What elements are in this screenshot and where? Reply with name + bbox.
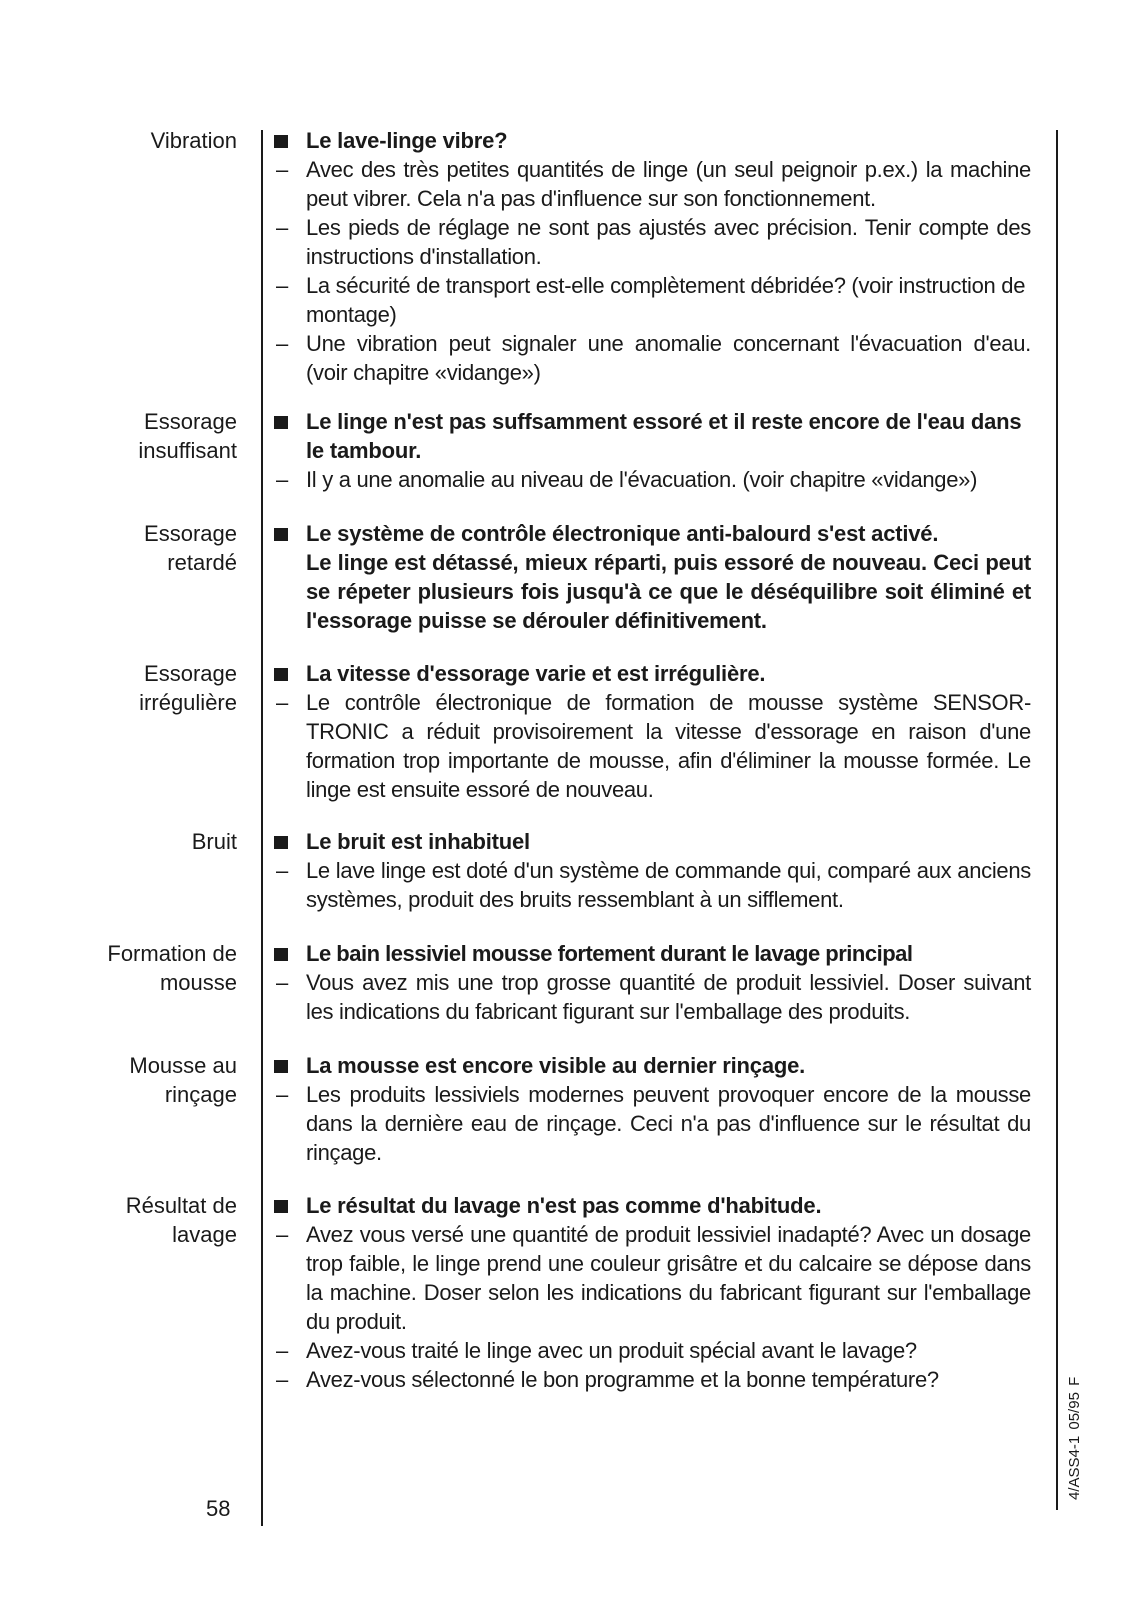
section-heading: Le linge n'est pas suffsamment essoré et il reste encore de l'eau dans le tambour.	[271, 407, 1031, 465]
square-bullet-icon	[274, 1060, 288, 1073]
section-content	[271, 939, 1031, 1026]
section-heading: Le bain lessiviel mousse fortement durant le lavage principal	[271, 939, 1031, 968]
list-item: – Le lave linge est doté d'un système de commande qui, comparé aux anciens systèmes, produit des bruits ressemblant à un sifflement.	[276, 858, 1031, 912]
section-label: Essorage retardé	[144, 521, 237, 575]
square-bullet-icon	[274, 416, 288, 429]
square-bullet-icon	[274, 668, 288, 681]
section-content	[271, 1191, 1031, 1394]
list-item: – Les produits lessiviels modernes peuvent provoquer encore de la mousse dans la dernière eau de rinçage. Ceci n'a pas d'influence sur le résultat du rinçage.	[276, 1082, 1031, 1165]
list-item: – Le contrôle électronique de formation de mousse système SENSOR-TRONIC a réduit provisoirement la vitesse d'essorage en raison d'une formation trop importante de mousse, afin d'éliminer la mousse formée. Le linge est ensuite essoré de nouveau.	[276, 690, 1031, 802]
square-bullet-icon	[274, 836, 288, 849]
section-content	[271, 126, 1031, 387]
section-heading: La vitesse d'essorage varie et est irrégulière.	[271, 659, 1031, 688]
section-content	[271, 519, 1031, 635]
list-item: – Avez vous versé une quantité de produit lessiviel inadapté? Avec un dosage trop faible, le linge prend une couleur grisâtre et du calcaire se dépose dans la machine. Doser selon les indications du fabricant figurant sur l'emballage du produit.	[276, 1222, 1031, 1334]
section-label: Vibration	[150, 128, 237, 153]
square-bullet-icon	[274, 528, 288, 541]
list-item: – Une vibration peut signaler une anomalie concernant l'évacuation d'eau. (voir chapitre «vidange»)	[276, 331, 1031, 385]
section-label: Formation de mousse	[107, 941, 237, 995]
section-label: Résultat de lavage	[125, 1193, 237, 1247]
section-content	[271, 1051, 1031, 1167]
list-item: – Avec des très petites quantités de linge (un seul peignoir p.ex.) la machine peut vibrer. Cela n'a pas d'influence sur son fonctionnement.	[276, 157, 1031, 211]
list-item: – Vous avez mis une trop grosse quantité de produit lessiviel. Doser suivant les indications du fabricant figurant sur l'emballage des produits.	[276, 970, 1031, 1024]
list-item: – La sécurité de transport est-elle complètement débridée? (voir instruction de montage)	[276, 273, 1026, 327]
section-paragraph: Le linge est détassé, mieux réparti, puis essoré de nouveau. Ceci peut se répeter plusieurs fois jusqu'à ce que le déséquilibre soit éliminé et l'essorage puisse se dérouler définitivement.	[306, 550, 1031, 633]
list-item: – Avez-vous traité le linge avec un produit spécial avant le lavage?	[276, 1338, 917, 1363]
section-content	[271, 407, 1031, 494]
list-item: – Les pieds de réglage ne sont pas ajustés avec précision. Tenir compte des instructions d'installation.	[276, 215, 1031, 269]
list-item: – Avez-vous sélectonné le bon programme et la bonne température?	[276, 1367, 939, 1392]
square-bullet-icon	[274, 1200, 288, 1213]
right-margin-rule	[1056, 130, 1058, 1510]
section-heading: Le lave-linge vibre?	[271, 126, 1031, 155]
page-number: 58	[206, 1496, 231, 1521]
section-heading: La mousse est encore visible au dernier rinçage.	[271, 1051, 1031, 1080]
section-heading: Le bruit est inhabituel	[271, 827, 1031, 856]
list-item: – Il y a une anomalie au niveau de l'évacuation. (voir chapitre «vidange»)	[276, 467, 978, 492]
section-label: Essorage insuffisant	[138, 409, 237, 463]
left-column-rule	[261, 130, 263, 1526]
square-bullet-icon	[274, 948, 288, 961]
section-label: Mousse au rinçage	[129, 1053, 237, 1107]
section-heading: Le système de contrôle électronique anti-balourd s'est activé.	[271, 519, 1031, 548]
section-label: Bruit	[191, 829, 237, 854]
section-content	[271, 827, 1031, 914]
square-bullet-icon	[274, 135, 288, 148]
section-heading: Le résultat du lavage n'est pas comme d'habitude.	[271, 1191, 1031, 1220]
section-label: Essorage irrégulière	[139, 661, 237, 715]
section-content	[271, 659, 1031, 804]
document-reference: 4/ASS4-1 05/95 F	[1066, 1376, 1083, 1500]
